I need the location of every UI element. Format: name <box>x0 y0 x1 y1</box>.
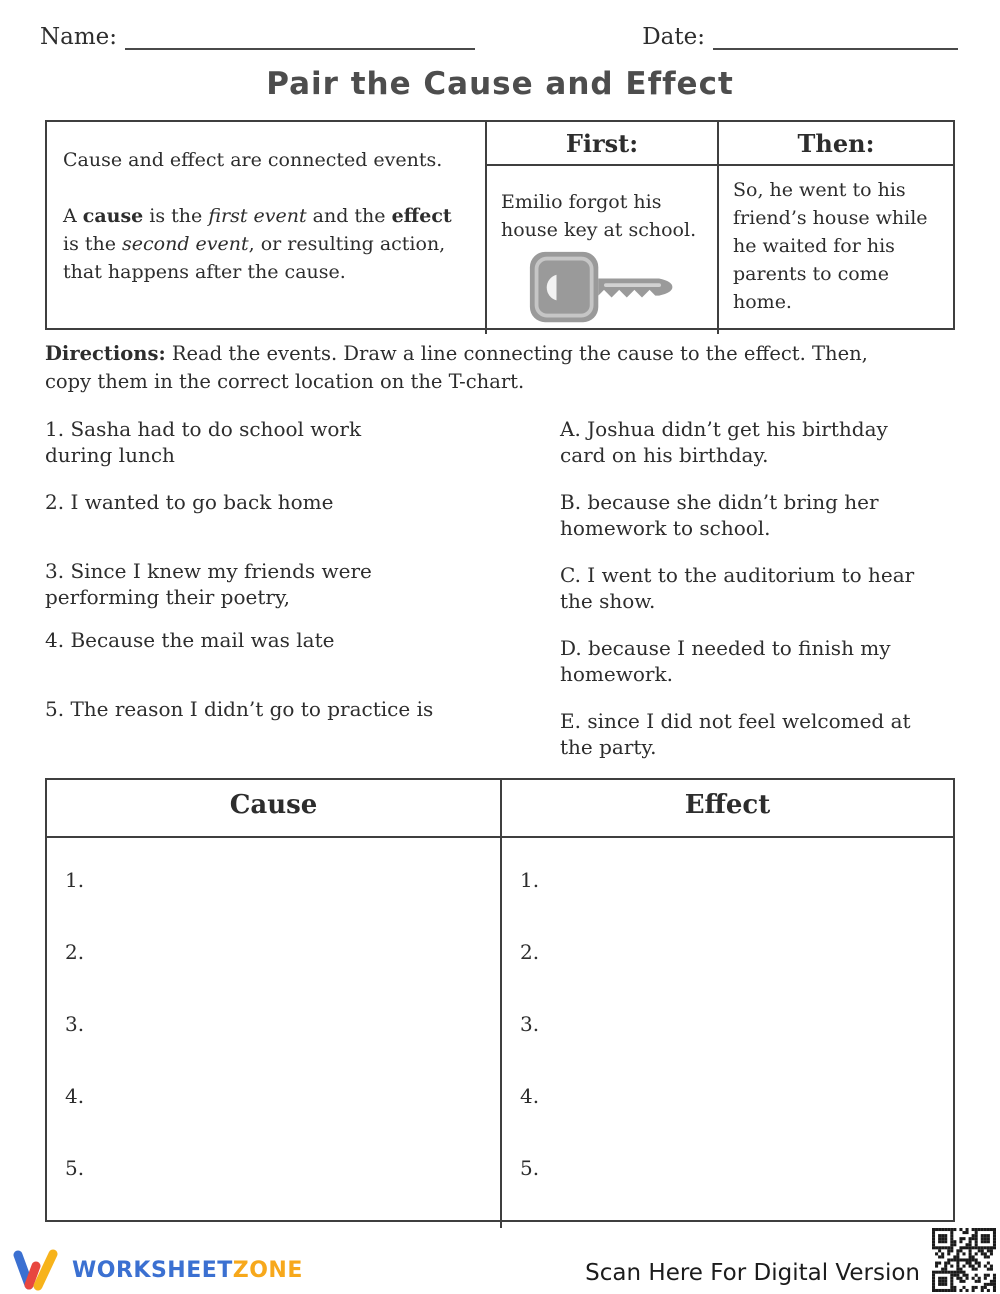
name-input-line[interactable] <box>125 24 475 50</box>
then-column-header: Then: <box>719 122 953 166</box>
cause-row-5[interactable]: 5. <box>65 1156 85 1180</box>
cause-row-2[interactable]: 2. <box>65 940 85 964</box>
cause-item-2[interactable]: 2. I wanted to go back home <box>45 490 334 514</box>
directions-line-2: copy them in the correct location on the T-chart. <box>45 370 525 393</box>
directions-line-1: Directions: Read the events. Draw a line connecting the cause to the effect. Then, <box>45 342 868 365</box>
matching-items <box>45 416 960 760</box>
worksheetzone-logo <box>12 1248 303 1292</box>
cause-item-4[interactable]: 4. Because the mail was late <box>45 628 335 652</box>
effect-item-e[interactable]: E. since I did not feel welcomed at the party. <box>560 709 911 759</box>
qr-code <box>932 1228 996 1292</box>
key-icon <box>501 250 707 334</box>
definition-paragraph-1: Cause and effect are connected events. <box>63 149 443 171</box>
date-input-line[interactable] <box>713 24 958 50</box>
then-example-cell: So, he went to his friend’s house while he waited for his parents to come home. <box>733 179 928 313</box>
causes-column <box>45 416 560 760</box>
effect-item-a[interactable]: A. Joshua didn’t get his birthday card on his birthday. <box>560 417 888 467</box>
effect-row-4[interactable]: 4. <box>520 1084 540 1108</box>
brand-text <box>72 1258 303 1283</box>
definition-paragraph-2: A cause is the first event and the effect is the second event, or resulting action, that happens after the cause. <box>63 205 452 283</box>
effect-row-5[interactable]: 5. <box>520 1156 540 1180</box>
cause-row-4[interactable]: 4. <box>65 1084 85 1108</box>
cause-row-1[interactable]: 1. <box>65 868 85 892</box>
effects-column <box>560 416 955 760</box>
directions-label: Directions: <box>45 342 166 365</box>
name-field-group <box>40 24 475 50</box>
cause-item-3[interactable]: 3. Since I knew my friends were performing their poetry, <box>45 559 372 609</box>
t-chart-effect-cell[interactable] <box>502 838 953 1228</box>
intro-box <box>45 120 955 330</box>
effect-row-2[interactable]: 2. <box>520 940 540 964</box>
scan-here-text: Scan Here For Digital Version <box>585 1260 920 1286</box>
name-date-row <box>40 24 958 50</box>
first-example-text: Emilio forgot his house key at school. <box>501 191 697 241</box>
t-chart-cause-cell[interactable] <box>47 838 502 1228</box>
brand-zone: ZONE <box>232 1257 303 1283</box>
cause-row-3[interactable]: 3. <box>65 1012 85 1036</box>
effect-item-b[interactable]: B. because she didn’t bring her homework to school. <box>560 490 879 540</box>
effect-row-3[interactable]: 3. <box>520 1012 540 1036</box>
page-title: Pair the Cause and Effect <box>266 66 734 102</box>
t-chart <box>45 778 955 1222</box>
name-label: Name: <box>40 24 118 50</box>
worksheetzone-logo-icon <box>12 1248 64 1292</box>
cause-item-1[interactable]: 1. Sasha had to do school work during lunch <box>45 417 362 467</box>
effect-item-c[interactable]: C. I went to the auditorium to hear the show. <box>560 563 915 613</box>
date-field-group <box>642 24 958 50</box>
effect-row-1[interactable]: 1. <box>520 868 540 892</box>
date-label: Date: <box>642 24 705 50</box>
t-chart-effect-header: Effect <box>502 780 953 838</box>
effect-item-d[interactable]: D. because I needed to finish my homework. <box>560 636 891 686</box>
t-chart-cause-header: Cause <box>47 780 502 838</box>
definition-cell <box>47 122 487 334</box>
brand-worksheet: WORKSHEET <box>72 1257 233 1283</box>
directions <box>45 340 960 396</box>
first-example-cell <box>487 166 719 334</box>
cause-item-5[interactable]: 5. The reason I didn’t go to practice is <box>45 697 434 721</box>
first-column-header: First: <box>487 122 719 166</box>
